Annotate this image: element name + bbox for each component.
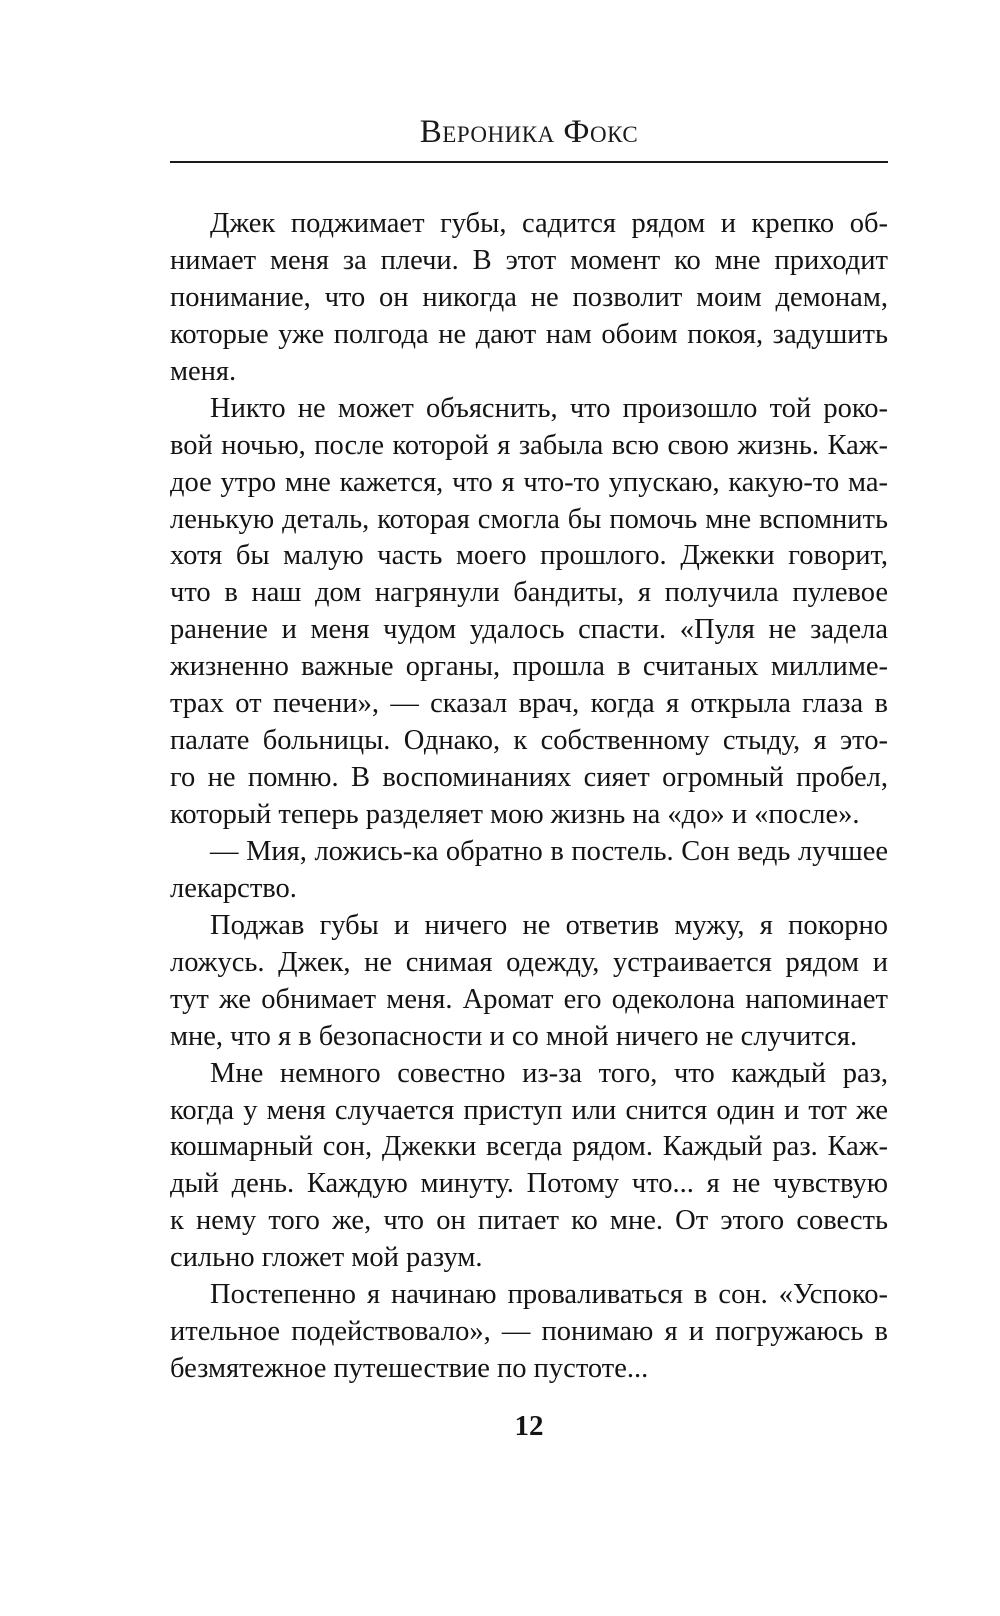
text-line: тут же обнимает меня. Аромат его одеколона напоминает	[170, 983, 888, 1015]
text-line: ранение и меня чудом удалось спасти. «Пуля не задела	[170, 614, 888, 646]
text-line: Постепенно я начинаю проваливаться в сон. «Успоко-	[210, 1279, 888, 1311]
page-number: 12	[514, 1410, 544, 1442]
text-line: ительное подействовало», — понимаю я и погружаюсь в	[170, 1316, 888, 1348]
text-line: безмятежное путешествие по пустоте...	[170, 1353, 649, 1385]
text-line: ленькую деталь, которая смогла бы помочь мне вспомнить	[170, 503, 888, 535]
text-line: что в наш дом нагрянули бандиты, я получила пулевое	[170, 577, 888, 609]
text-line: трах от печени», — сказал врач, когда я открыла глаза в	[170, 688, 888, 720]
body-text	[170, 206, 888, 1388]
text-line: го не помню. В воспоминаниях сияет огромный пробел,	[170, 762, 888, 794]
text-line: мне, что я в безопасности и со мной ничего не случится.	[170, 1020, 858, 1052]
text-line: жизненно важные органы, прошла в считаных миллиме-	[170, 651, 888, 683]
text-line: Мне немного совестно из-за того, что каждый раз,	[210, 1057, 888, 1089]
text-line: Никто не может объяснить, что произошло той роко-	[210, 392, 888, 424]
text-line: меня.	[170, 355, 237, 387]
text-line: понимание, что он никогда не позволит моим демонам,	[170, 281, 888, 313]
text-line: хотя бы малую часть моего прошлого. Джекки говорит,	[170, 540, 888, 572]
text-line: который теперь разделяет мою жизнь на «до» и «после».	[170, 799, 860, 830]
text-line: дое утро мне кажется, что я что-то упускаю, какую-то ма-	[170, 466, 888, 498]
text-line: которые уже полгода не дают нам обоим покоя, задушить	[170, 318, 888, 350]
text-line: нимает меня за плечи. В этот момент ко мне приходит	[170, 244, 888, 276]
text-line: ложусь. Джек, не снимая одежду, устраивается рядом и	[170, 946, 888, 978]
header-rule	[170, 161, 888, 163]
text-line: вой ночью, после которой я забыла всю свою жизнь. Каж-	[170, 429, 888, 461]
text-line: палате больницы. Однако, к собственному стыду, я это-	[170, 725, 888, 757]
text-line: дый день. Каждую минуту. Потому что... я не чувствую	[170, 1168, 888, 1200]
text-line: к нему того же, что он питает ко мне. От этого совесть	[170, 1205, 888, 1237]
text-line: Поджав губы и ничего не ответив мужу, я покорно	[210, 909, 888, 941]
running-head-author: Вероника Фокс	[419, 114, 639, 150]
text-line: когда у меня случается приступ или снится один и тот же	[170, 1094, 888, 1126]
text-line: Джек поджимает губы, садится рядом и крепко об-	[210, 208, 888, 239]
text-line: кошмарный сон, Джекки всегда рядом. Каждый раз. Каж-	[170, 1131, 888, 1163]
text-line: лекарство.	[170, 872, 297, 904]
text-line: сильно гложет мой разум.	[170, 1242, 483, 1274]
text-line: — Мия, ложись-ка обратно в постель. Сон ведь лучшее	[210, 835, 888, 867]
